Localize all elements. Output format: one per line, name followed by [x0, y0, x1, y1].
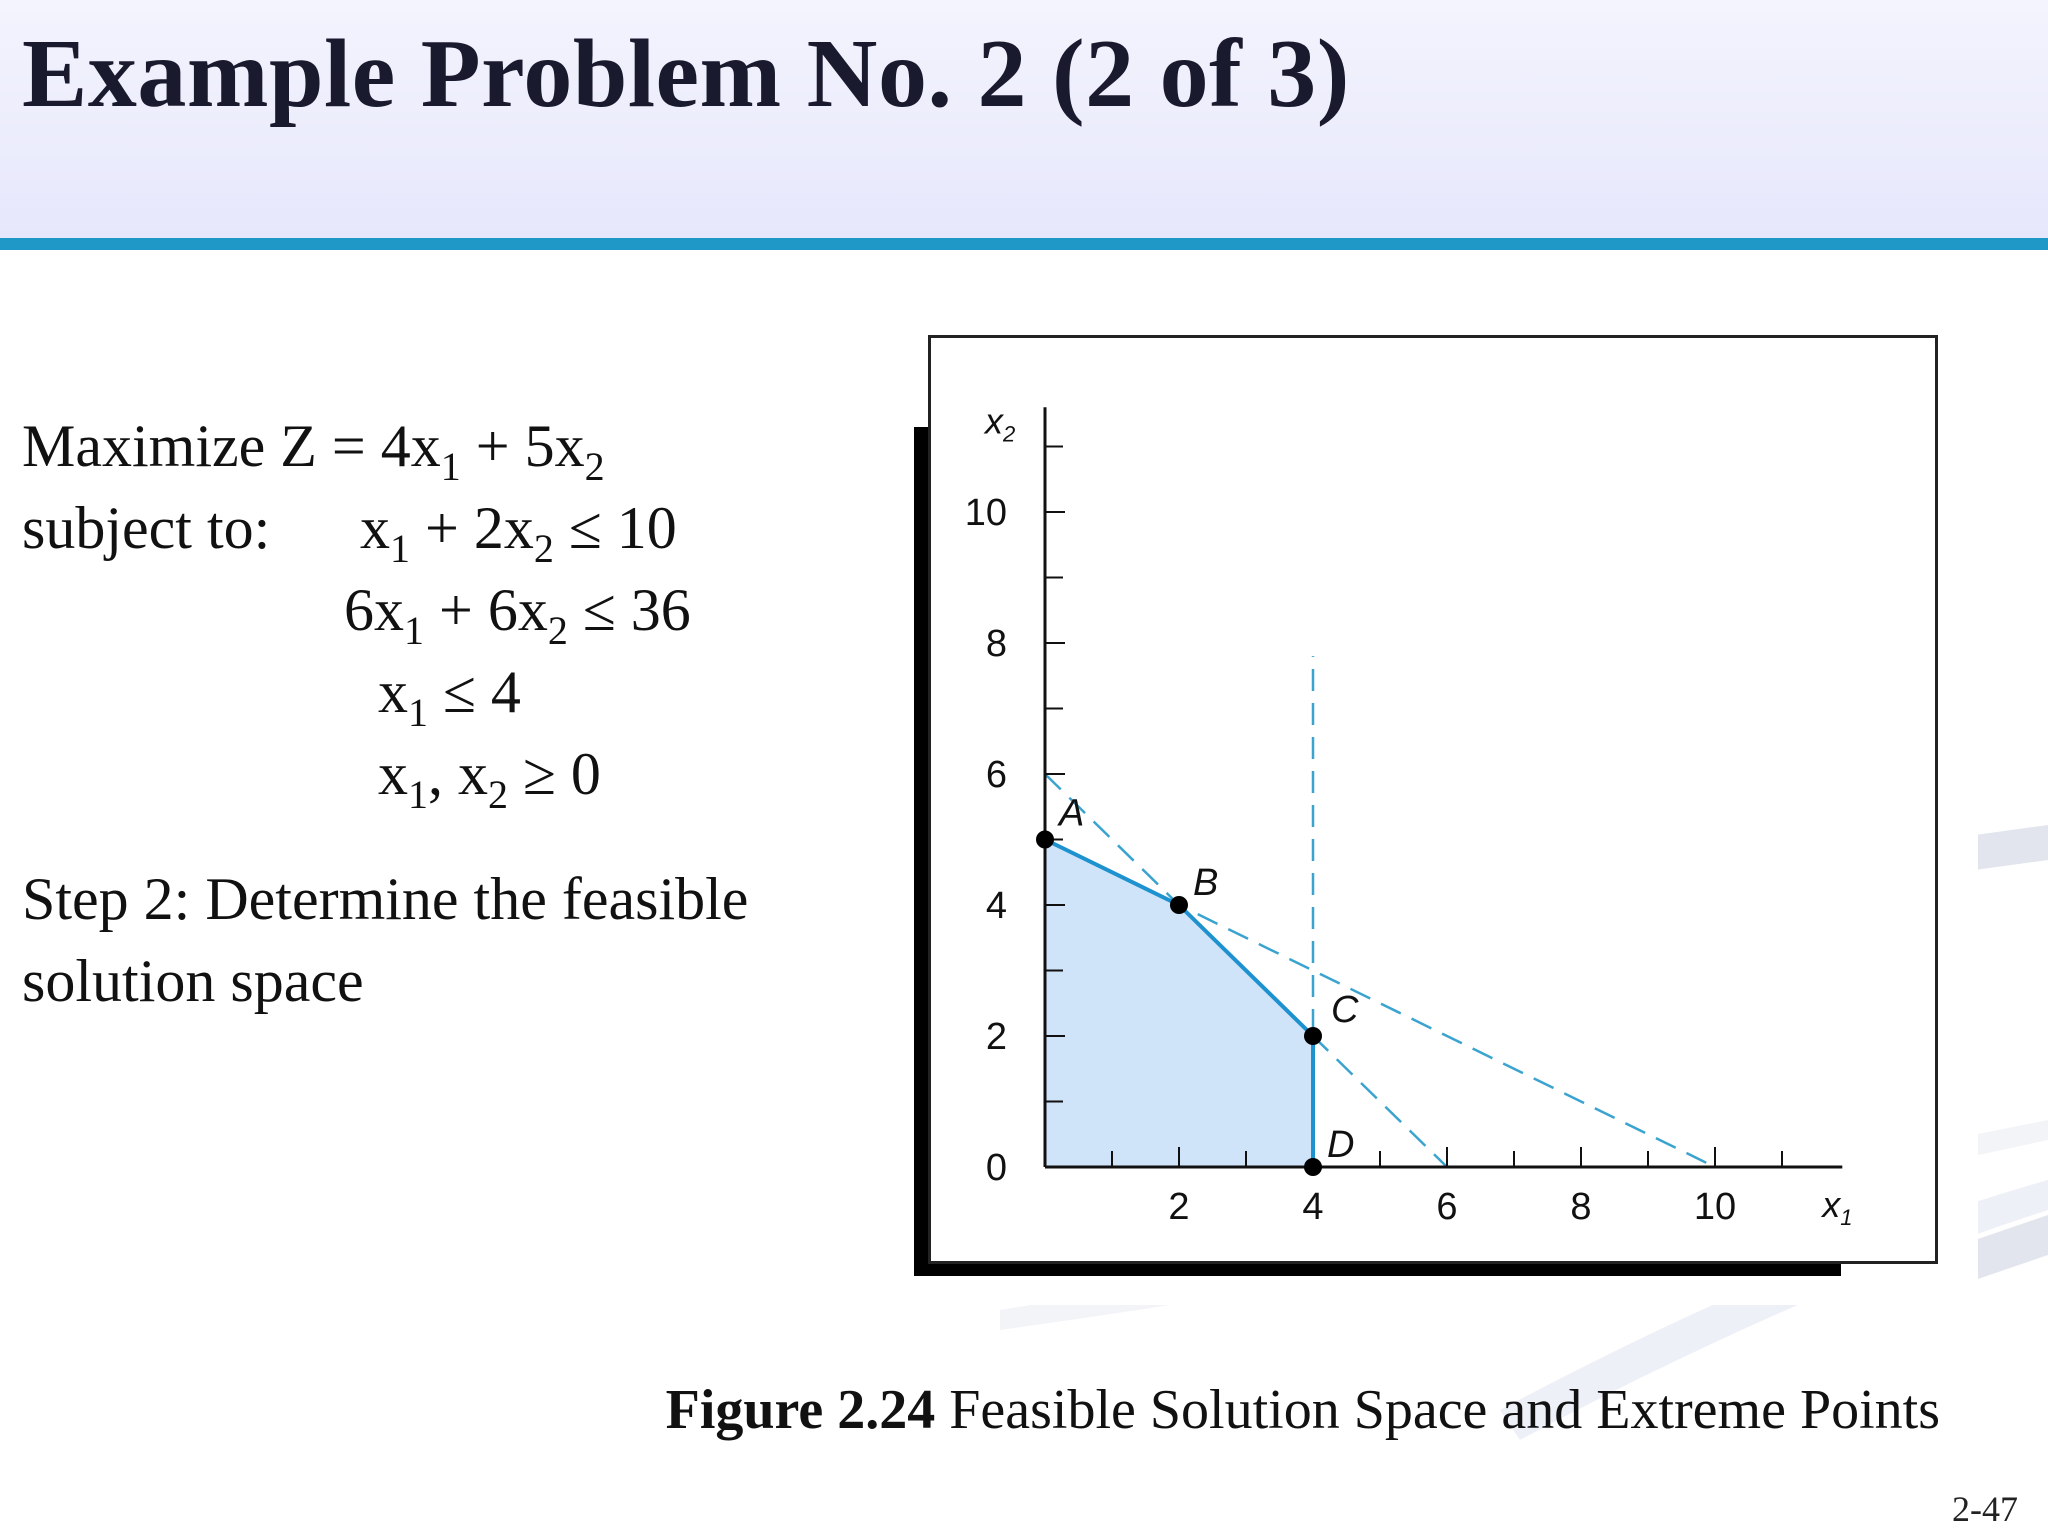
extreme-point-label-a: A	[1059, 792, 1085, 835]
step-description: Step 2: Determine the feasible solution space	[22, 866, 749, 1014]
nonnegativity-constraint: $x_1$, $x_2 \ge 0$	[378, 741, 601, 817]
figure-caption	[560, 1378, 1940, 1442]
y-tick-label: 0	[985, 1147, 1007, 1189]
constraint-2: $6x_1 + 6x_2 \le 36$	[344, 577, 691, 653]
extreme-point-label-b: B	[1193, 862, 1219, 904]
y-axis-title: $x_2$	[985, 400, 1016, 447]
constraint-3: $x_1 \le 4$	[378, 659, 521, 735]
y-tick-label: 8	[985, 623, 1007, 665]
x-tick-label: 2	[1168, 1186, 1190, 1228]
x-tick-label: 10	[1693, 1186, 1737, 1228]
y-tick-label: 6	[985, 754, 1007, 796]
extreme-point-label-d: D	[1327, 1124, 1355, 1166]
subject-to-label: subject to:	[22, 495, 271, 561]
slide-title: Example Problem No. 2 (2 of 3)	[22, 20, 1350, 128]
y-tick-label: 10	[964, 492, 1007, 534]
slide-number: 2-47	[1952, 1489, 2018, 1529]
objective-function: Maximize $Z = 4x_1 + 5x_2$	[22, 413, 605, 489]
x-tick-label: 4	[1302, 1186, 1324, 1228]
title-underline	[0, 238, 2048, 250]
y-tick-label: 2	[985, 1016, 1007, 1058]
feasible-region	[1045, 840, 1313, 1168]
x-tick-label: 6	[1436, 1186, 1458, 1228]
x-axis-title: $x_1$	[1822, 1184, 1853, 1230]
extreme-point-c	[1304, 1027, 1322, 1045]
x-tick-label: 8	[1570, 1186, 1592, 1228]
extreme-point-d	[1304, 1158, 1322, 1176]
figure-title: Feasible Solution Space and Extreme Points	[935, 1379, 1940, 1441]
y-tick-label: 4	[985, 885, 1007, 927]
figure-number: Figure 2.24	[665, 1379, 936, 1441]
feasible-region-chart	[928, 335, 1938, 1264]
extreme-point-a	[1036, 831, 1054, 849]
extreme-point-b	[1170, 896, 1188, 914]
constraint-1: $x_1 + 2x_2 \le 10$	[360, 495, 677, 571]
extreme-point-label-c: C	[1331, 989, 1359, 1031]
